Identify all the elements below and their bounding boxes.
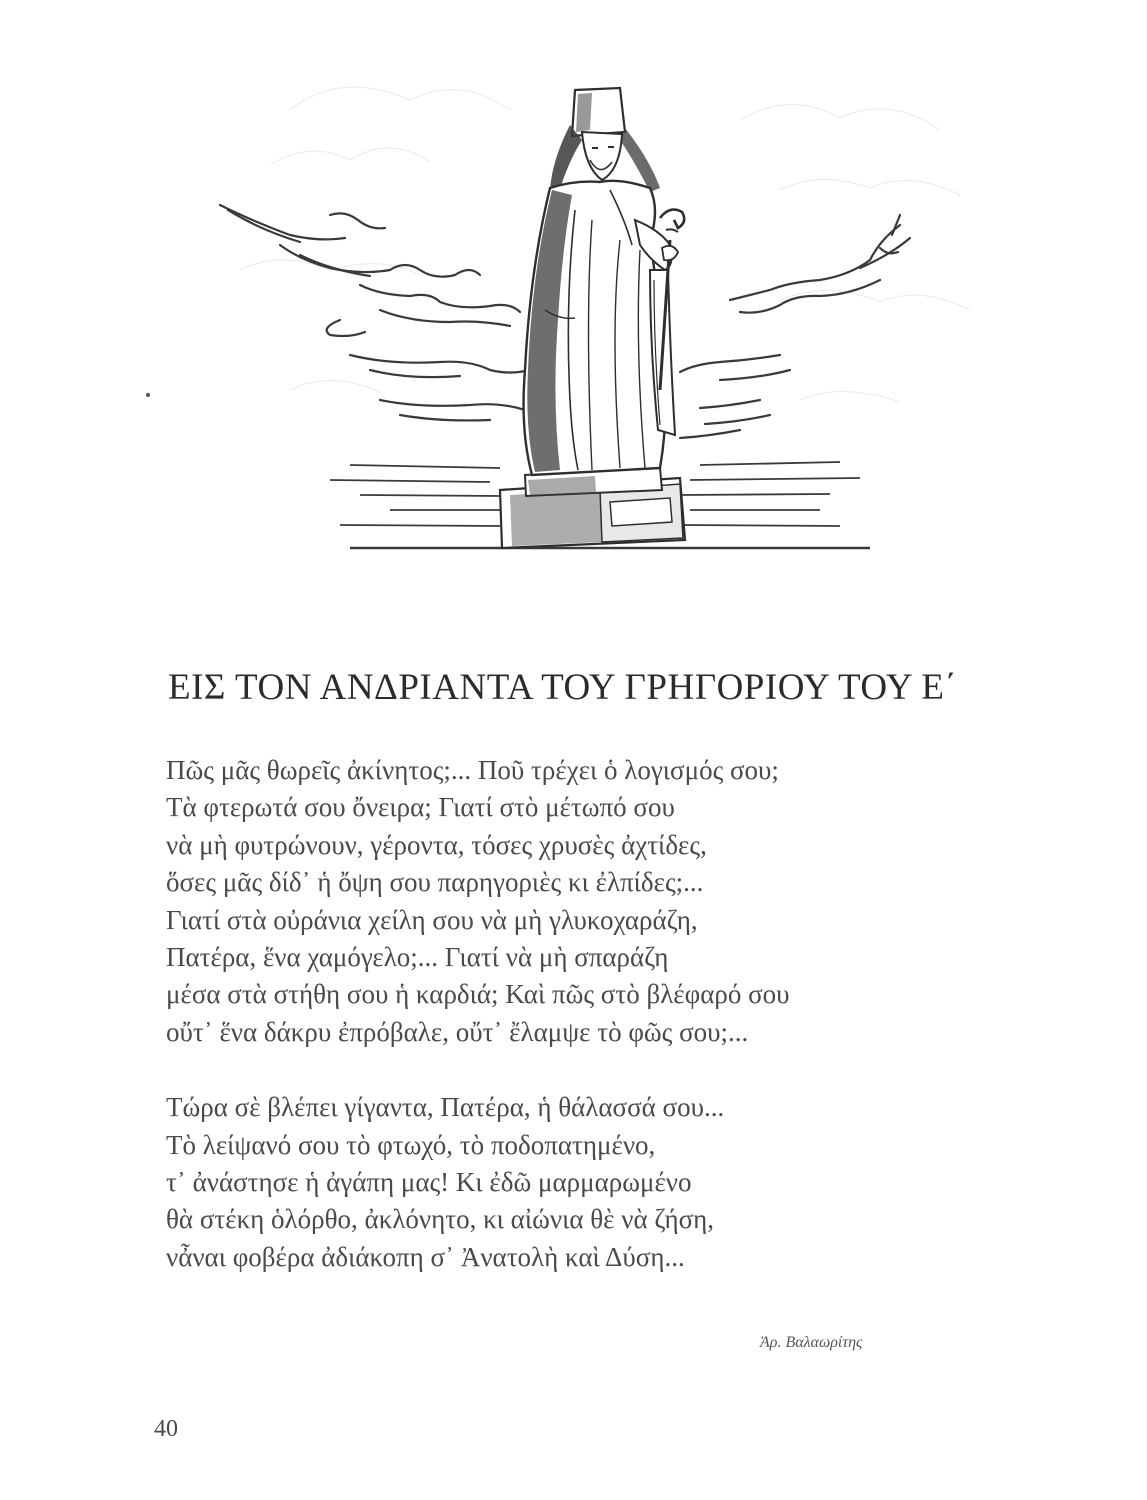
poem-title: ΕΙΣ ΤΟΝ ΑΝΔΡΙΑΝΤΑ ΤΟΥ ΓΡΗΓΟΡΙΟΥ ΤΟΥ Ε΄	[168, 667, 958, 708]
clouds-right	[680, 215, 910, 438]
pedestal	[500, 468, 685, 548]
poem-line: ὅσες μᾶς δίδ᾽ ἡ ὄψη σου παρηγοριὲς κι ἐλπίδες;...	[166, 867, 704, 898]
poem-line: μέσα στὰ στήθη σου ἡ καρδιά; Καὶ πῶς στὸ βλέφαρό σου	[166, 979, 790, 1010]
poem-line: Τὸ λείψανό σου τὸ φτωχό, τὸ ποδοπατημένο,	[166, 1129, 656, 1160]
statue-illustration	[180, 70, 980, 570]
poem-line: Τώρα σὲ βλέπει γίγαντα, Πατέρα, ἡ θάλασσά σου...	[166, 1092, 725, 1123]
poem-line: Πῶς μᾶς θωρεῖς ἀκίνητος;... Ποῦ τρέχει ὁ λογισμός σου;	[166, 755, 779, 785]
poem-line: νὰ μὴ φυτρώνουν, γέροντα, τόσες χρυσὲς ἀχτίδες,	[166, 829, 707, 860]
poem-line: τ᾽ ἀνάστησε ἡ ἀγάπη μας! Κι ἐδῶ μαρμαρωμένο	[166, 1166, 692, 1197]
author-signature: Ἀρ. Βαλαωρίτης	[760, 1334, 863, 1351]
poem-line: Τὰ φτερωτά σου ὄνειρα; Γιατί στὸ μέτωπό σου	[166, 792, 675, 823]
poem-line: Πατέρα, ἕνα χαμόγελο;... Γιατί νὰ μὴ σπαράζη	[166, 941, 669, 972]
poem-line: Γιατί στὰ οὐράνια χείλη σου νὰ μὴ γλυκοχαράζη,	[166, 904, 698, 935]
clouds-left	[220, 205, 530, 420]
stray-mark	[146, 393, 150, 397]
stanza-2	[166, 1089, 1066, 1276]
poem-body	[166, 752, 1066, 1276]
poem-line: οὔτ᾽ ἕνα δάκρυ ἐπρόβαλε, οὔτ᾽ ἔλαμψε τὸ φῶς σου;...	[166, 1016, 749, 1047]
stanza-1	[166, 752, 1066, 1051]
poem-line: νἆναι φοβέρα ἀδιάκοπη σ᾽ Ἀνατολὴ καὶ Δύση...	[166, 1241, 685, 1272]
statue-figure	[524, 88, 685, 475]
page-number: 40	[154, 1416, 178, 1442]
poem-line: θὰ στέκη ὁλόρθο, ἀκλόνητο, κι αἰώνια θὲ νὰ ζήση,	[166, 1204, 715, 1235]
